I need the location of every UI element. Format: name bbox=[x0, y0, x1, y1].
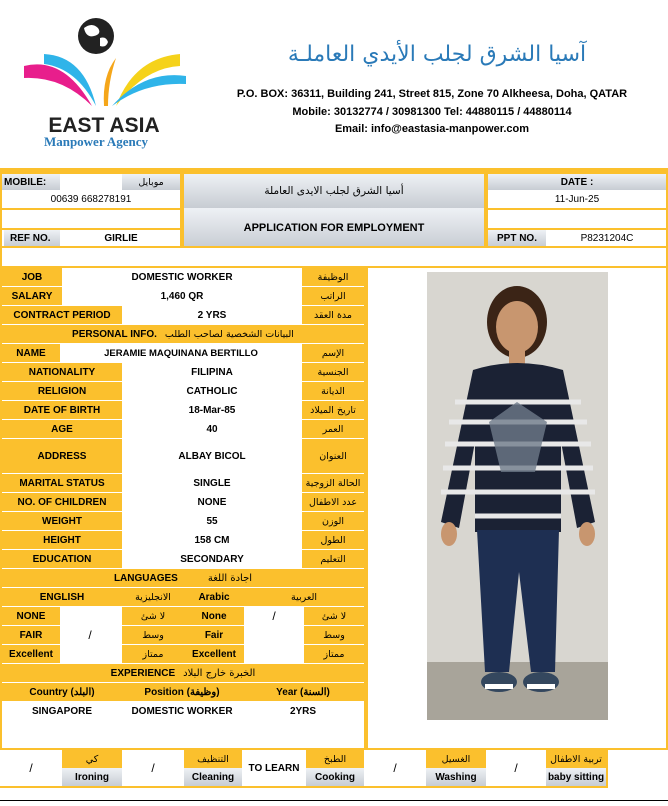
personal-label-ar: الجنسية bbox=[302, 363, 364, 381]
arabic-level-ar: لا شئ bbox=[304, 607, 364, 625]
ref-label: REF NO. bbox=[4, 230, 60, 246]
grid-line bbox=[606, 750, 608, 788]
page-bottom-rule bbox=[0, 800, 668, 801]
languages-header bbox=[2, 569, 364, 587]
arabic-level-ar: وسط bbox=[304, 626, 364, 644]
personal-value: FILIPINA bbox=[122, 363, 302, 381]
experience-country: SINGAPORE bbox=[2, 702, 122, 720]
languages-title: LANGUAGES bbox=[113, 572, 178, 584]
skill-label-ar: تربية الاطفال bbox=[546, 750, 606, 768]
personal-value: 18-Mar-85 bbox=[122, 401, 302, 419]
skill-label: Cooking bbox=[306, 768, 364, 786]
experience-blank bbox=[2, 721, 122, 739]
skill-label: Washing bbox=[426, 768, 486, 786]
logo-name: EAST ASIA bbox=[48, 114, 160, 137]
mobile-blank bbox=[60, 174, 122, 190]
personal-label: WEIGHT bbox=[2, 512, 122, 530]
field-label: SALARY bbox=[2, 287, 62, 305]
personal-label: HEIGHT bbox=[2, 531, 122, 549]
personal-value: CATHOLIC bbox=[122, 382, 302, 400]
field-value: DOMESTIC WORKER bbox=[62, 268, 302, 286]
field-value: 1,460 QR bbox=[62, 287, 302, 305]
personal-label-ar: العمر bbox=[302, 420, 364, 438]
skill-label-ar: الغسيل bbox=[426, 750, 486, 768]
personal-label: NAME bbox=[2, 344, 60, 362]
personal-label: RELIGION bbox=[2, 382, 122, 400]
personal-label-ar: الطول bbox=[302, 531, 364, 549]
mobile-label-ar: موبايل bbox=[122, 174, 180, 190]
personal-info-title: PERSONAL INFO. bbox=[72, 328, 157, 340]
skill-label-ar: كي bbox=[62, 750, 122, 768]
english-level: FAIR bbox=[2, 626, 60, 644]
personal-value: ALBAY BICOL bbox=[122, 439, 302, 473]
company-contacts: Mobile: 30132774 / 30981300 Tel: 44880115 / 44880114 bbox=[292, 106, 572, 118]
arabic-mark bbox=[244, 626, 304, 644]
personal-label: NO. OF CHILDREN bbox=[2, 493, 122, 511]
arabic-mark: / bbox=[244, 607, 304, 625]
english-level-ar: لا شئ bbox=[122, 607, 184, 625]
personal-value: SECONDARY bbox=[122, 550, 302, 568]
experience-blank bbox=[122, 721, 242, 739]
skill-label: Ironing bbox=[62, 768, 122, 786]
personal-label: EDUCATION bbox=[2, 550, 122, 568]
personal-label-ar: التعليم bbox=[302, 550, 364, 568]
english-level-ar: ممتاز bbox=[122, 645, 184, 663]
mobile-value: 00639 668278191 bbox=[2, 190, 180, 208]
company-email: Email: info@eastasia-manpower.com bbox=[334, 123, 530, 135]
personal-value: 158 CM bbox=[122, 531, 302, 549]
skill-mark: / bbox=[366, 750, 424, 786]
arabic-level-ar: ممتاز bbox=[304, 645, 364, 663]
english-header-ar: الانجليزية bbox=[122, 588, 184, 606]
english-level: Excellent bbox=[2, 645, 60, 663]
application-title: APPLICATION FOR EMPLOYMENT bbox=[184, 208, 484, 248]
company-arabic-name: آسيا الشرق لجلب الأيدي العاملـة bbox=[287, 42, 587, 67]
experience-col-country: Country (البلد) bbox=[2, 683, 122, 701]
personal-label-ar: الوزن bbox=[302, 512, 364, 530]
field-label-ar: الراتب bbox=[302, 287, 364, 305]
experience-col-year: Year (السنة) bbox=[242, 683, 364, 701]
blank-row bbox=[488, 210, 666, 228]
english-level: NONE bbox=[2, 607, 60, 625]
ppt-value: P8231204C bbox=[548, 230, 666, 246]
arabic-level: Fair bbox=[184, 626, 244, 644]
personal-value: JERAMIE MAQUINANA BERTILLO bbox=[60, 344, 302, 362]
experience-title: EXPERIENCE bbox=[110, 667, 176, 679]
date-value: 11-Jun-25 bbox=[488, 190, 666, 208]
personal-value: 40 bbox=[122, 420, 302, 438]
personal-label-ar: الإسم bbox=[302, 344, 364, 362]
arabic-level: None bbox=[184, 607, 244, 625]
field-label-ar: الوظيفة bbox=[302, 268, 364, 286]
languages-title-ar: اجادة اللغة bbox=[207, 572, 253, 584]
skill-label: Cleaning bbox=[184, 768, 242, 786]
mobile-label: MOBILE: bbox=[2, 174, 60, 190]
english-mark bbox=[60, 645, 120, 663]
personal-label-ar: عدد الاطفال bbox=[302, 493, 364, 511]
ppt-label: PPT NO. bbox=[488, 230, 546, 246]
english-mark bbox=[60, 607, 120, 625]
personal-label: MARITAL STATUS bbox=[2, 474, 122, 492]
english-level-ar: وسط bbox=[122, 626, 184, 644]
skill-label: baby sitting bbox=[546, 768, 606, 786]
company-logo bbox=[4, 6, 204, 154]
personal-value: 55 bbox=[122, 512, 302, 530]
date-label: DATE : bbox=[488, 174, 666, 190]
field-label-ar: مدة العقد bbox=[302, 306, 364, 324]
blank-row bbox=[2, 210, 180, 228]
personal-value: SINGLE bbox=[122, 474, 302, 492]
personal-label-ar: الديانة bbox=[302, 382, 364, 400]
experience-header bbox=[2, 664, 364, 682]
applicant-photo bbox=[427, 272, 608, 720]
field-value: 2 YRS bbox=[122, 306, 302, 324]
arabic-level: Excellent bbox=[184, 645, 244, 663]
to-learn-label: TO LEARN bbox=[244, 750, 304, 786]
field-label: CONTRACT PERIOD bbox=[2, 306, 122, 324]
personal-label: AGE bbox=[2, 420, 122, 438]
english-mark: / bbox=[60, 626, 120, 644]
skill-label-ar: الطبخ bbox=[306, 750, 364, 768]
company-address: P.O. BOX: 36311, Building 241, Street 815, Zone 70 Alkheesa, Doha, QATAR bbox=[236, 88, 628, 100]
skill-mark: / bbox=[488, 750, 544, 786]
personal-info-header bbox=[2, 325, 364, 343]
personal-label-ar: الحالة الزوجية bbox=[302, 474, 364, 492]
experience-col-position: Position (وظيفة) bbox=[122, 683, 242, 701]
personal-label-ar: تاريخ الميلاد bbox=[302, 401, 364, 419]
personal-label: ADDRESS bbox=[2, 439, 122, 473]
experience-position: DOMESTIC WORKER bbox=[122, 702, 242, 720]
experience-title-ar: الخبرة خارج البلاد bbox=[183, 667, 256, 679]
field-label: JOB bbox=[2, 268, 62, 286]
english-header: ENGLISH bbox=[2, 588, 122, 606]
personal-label: NATIONALITY bbox=[2, 363, 122, 381]
ref-value: GIRLIE bbox=[62, 230, 180, 246]
personal-value: NONE bbox=[122, 493, 302, 511]
logo-subtitle: Manpower Agency bbox=[43, 134, 149, 149]
arabic-header-ar: العربية bbox=[244, 588, 364, 606]
skill-mark: / bbox=[2, 750, 60, 786]
skill-mark: / bbox=[124, 750, 182, 786]
header-arabic: أسيا الشرق لجلب الايدى العاملة bbox=[184, 174, 484, 208]
personal-label: DATE OF BIRTH bbox=[2, 401, 122, 419]
personal-label-ar: العنوان bbox=[302, 439, 364, 473]
experience-blank bbox=[242, 721, 364, 739]
arabic-header: Arabic bbox=[184, 588, 244, 606]
skill-label-ar: التنظيف bbox=[184, 750, 242, 768]
arabic-mark bbox=[244, 645, 304, 663]
experience-year: 2YRS bbox=[242, 702, 364, 720]
personal-info-title-ar: البيانات الشخصية لصاحب الطلب bbox=[164, 328, 294, 340]
globe-icon bbox=[78, 18, 114, 54]
blank-row bbox=[2, 248, 666, 266]
grid-line bbox=[0, 786, 608, 788]
